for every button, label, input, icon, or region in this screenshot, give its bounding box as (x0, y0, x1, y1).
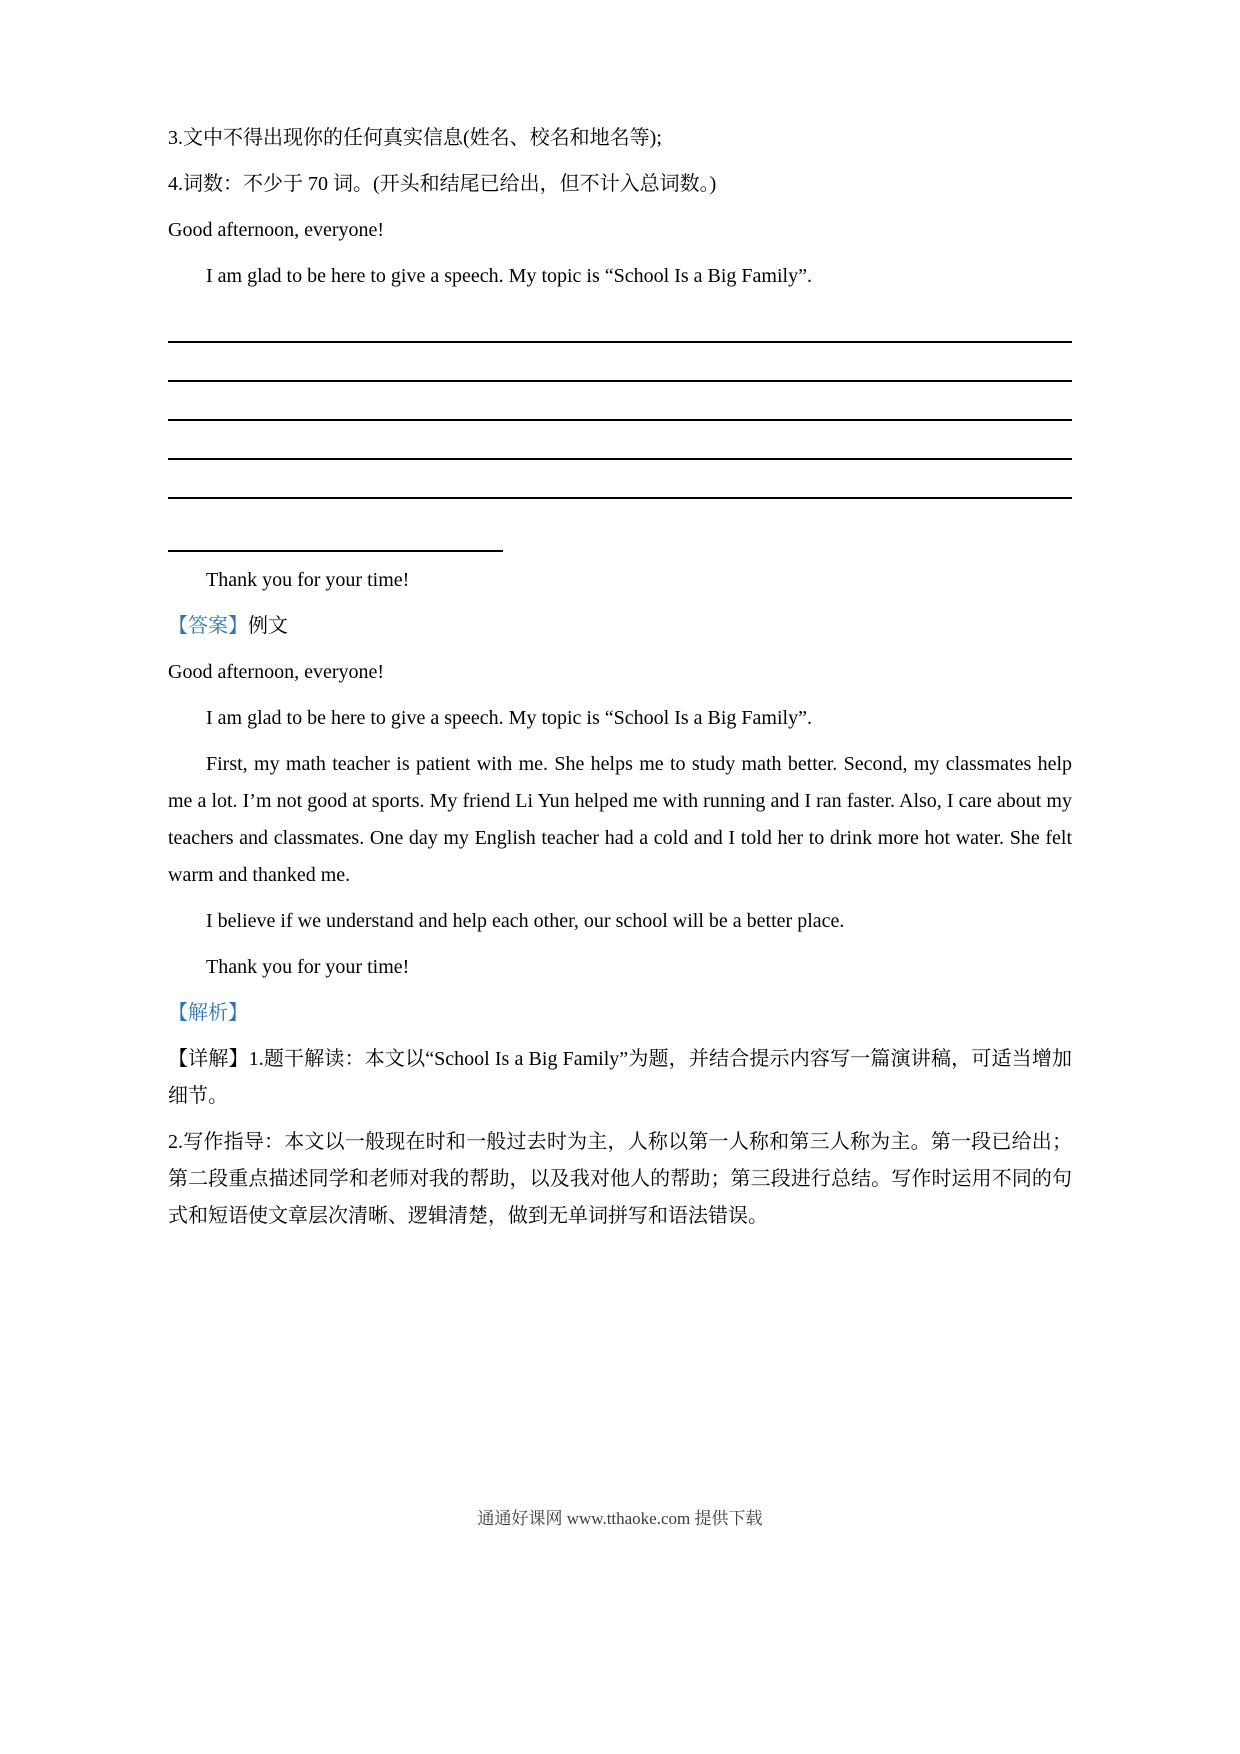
writing-lines-block (168, 304, 1072, 499)
writing-line (168, 382, 1072, 421)
prompt-opening: I am glad to be here to give a speech. My topic is “School Is a Big Family”. (206, 265, 812, 287)
analysis-label: 【解析】 (168, 1002, 248, 1024)
instruction-item-3: 3.文中不得出现你的任何真实信息(姓名、校名和地名等); (168, 127, 662, 149)
answer-label: 【答案】 (168, 615, 248, 637)
answer-label-suffix: 例文 (248, 615, 288, 637)
writing-line-short (168, 513, 503, 552)
writing-line (168, 460, 1072, 499)
answer-greeting: Good afternoon, everyone! (168, 661, 385, 683)
analysis-heading (168, 995, 1072, 1032)
writing-line (168, 421, 1072, 460)
answer-body: First, my math teacher is patient with me. She helps me to study math better. Second, my classmates help me a lot. I’m not good at sports. My friend Li Yun helped me with running and I ran faster. Also, I care about my teachers and classmates. One day my English teacher had a cold and I told her to drink more hot water. She felt warm and thanked me. (168, 753, 1072, 886)
document-content (168, 120, 1072, 1244)
footer-text: 通通好课网 www.tthaoke.com 提供下载 (477, 1509, 763, 1528)
writing-line (168, 304, 1072, 343)
prompt-closing: Thank you for your time! (206, 569, 410, 591)
answer-opening: I am glad to be here to give a speech. My topic is “School Is a Big Family”. (206, 707, 812, 729)
analysis-detail-2: 2.写作指导：本文以一般现在时和一般过去时为主，人称以第一人称和第三人称为主。第一段已给出；第二段重点描述同学和老师对我的帮助，以及我对他人的帮助；第三段进行总结。写作时运用不同的句式和短语使文章层次清晰、逻辑清楚，做到无单词拼写和语法错误。 (168, 1131, 1072, 1227)
analysis-detail-1: 【详解】1.题干解读：本文以“School Is a Big Family”为题，并结合提示内容写一篇演讲稿，可适当增加细节。 (168, 1048, 1072, 1107)
answer-belief: I believe if we understand and help each other, our school will be a better place. (206, 910, 845, 932)
answer-closing: Thank you for your time! (206, 956, 410, 978)
instruction-item-4: 4.词数：不少于 70 词。(开头和结尾已给出，但不计入总词数。) (168, 173, 717, 195)
writing-line (168, 343, 1072, 382)
prompt-greeting: Good afternoon, everyone! (168, 219, 385, 241)
spacer (168, 499, 1072, 511)
answer-heading (168, 608, 1072, 645)
